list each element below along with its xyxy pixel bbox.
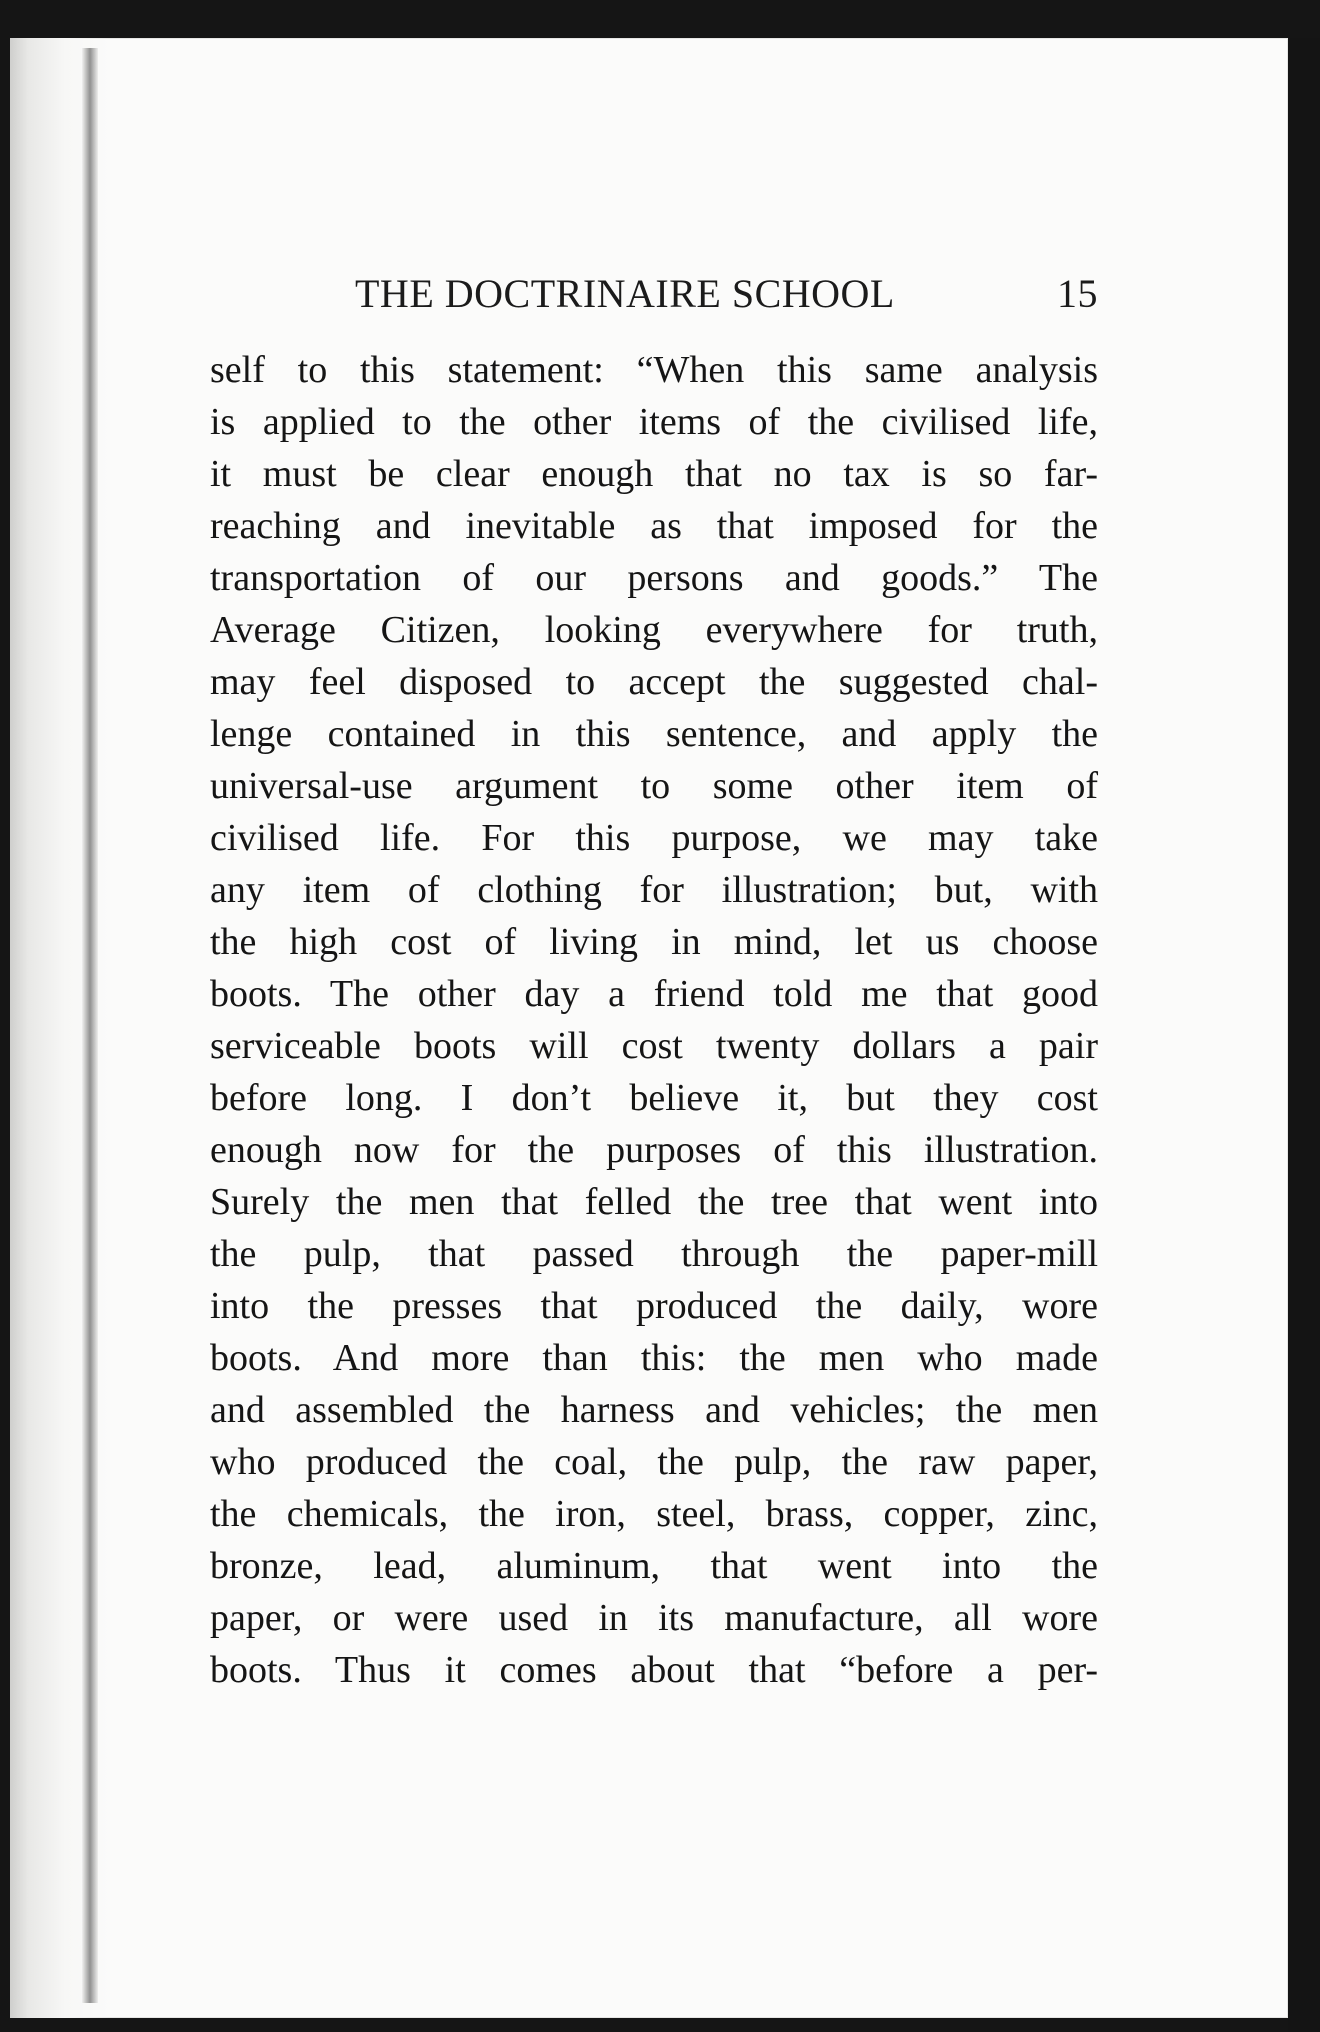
text-line: is applied to the other items of the civilised life,	[210, 401, 1098, 443]
text-line: it must be clear enough that no tax is so far-	[210, 453, 1098, 495]
text-line: boots. And more than this: the men who made	[210, 1337, 1098, 1379]
text-line: the chemicals, the iron, steel, brass, copper, zinc,	[210, 1493, 1098, 1535]
text-line: may feel disposed to accept the suggested chal-	[210, 661, 1098, 703]
text-line: boots. The other day a friend told me that good	[210, 973, 1098, 1015]
text-line: self to this statement: “When this same analysis	[210, 349, 1098, 391]
text-line: the pulp, that passed through the paper-mill	[210, 1233, 1098, 1275]
text-line: lenge contained in this sentence, and apply the	[210, 713, 1098, 755]
running-head	[210, 270, 1098, 326]
text-line: civilised life. For this purpose, we may take	[210, 817, 1098, 859]
body-text	[210, 344, 1098, 1696]
text-line: universal-use argument to some other item of	[210, 765, 1098, 807]
text-line: Average Citizen, looking everywhere for truth,	[210, 609, 1098, 651]
gutter-line	[82, 48, 98, 2003]
text-line: who produced the coal, the pulp, the raw paper,	[210, 1441, 1098, 1483]
page-edge-dark	[1288, 38, 1320, 2032]
text-line: into the presses that produced the daily, wore	[210, 1285, 1098, 1327]
text-line: serviceable boots will cost twenty dollars a pair	[210, 1025, 1098, 1067]
text-line: Surely the men that felled the tree that went into	[210, 1181, 1098, 1223]
text-line: boots. Thus it comes about that “before a per-	[210, 1649, 1098, 1691]
text-line: reaching and inevitable as that imposed for the	[210, 505, 1098, 547]
text-line: enough now for the purposes of this illustration.	[210, 1129, 1098, 1171]
text-line: and assembled the harness and vehicles; the men	[210, 1389, 1098, 1431]
text-line: the high cost of living in mind, let us choose	[210, 921, 1098, 963]
text-line: transportation of our persons and goods.” The	[210, 557, 1098, 599]
text-line: any item of clothing for illustration; but, with	[210, 869, 1098, 911]
chapter-title: THE DOCTRINAIRE SCHOOL	[355, 271, 895, 316]
page-number: 15	[1057, 271, 1098, 316]
text-line: paper, or were used in its manufacture, all wore	[210, 1597, 1098, 1639]
text-line: before long. I don’t believe it, but they cost	[210, 1077, 1098, 1119]
text-line: bronze, lead, aluminum, that went into the	[210, 1545, 1098, 1587]
